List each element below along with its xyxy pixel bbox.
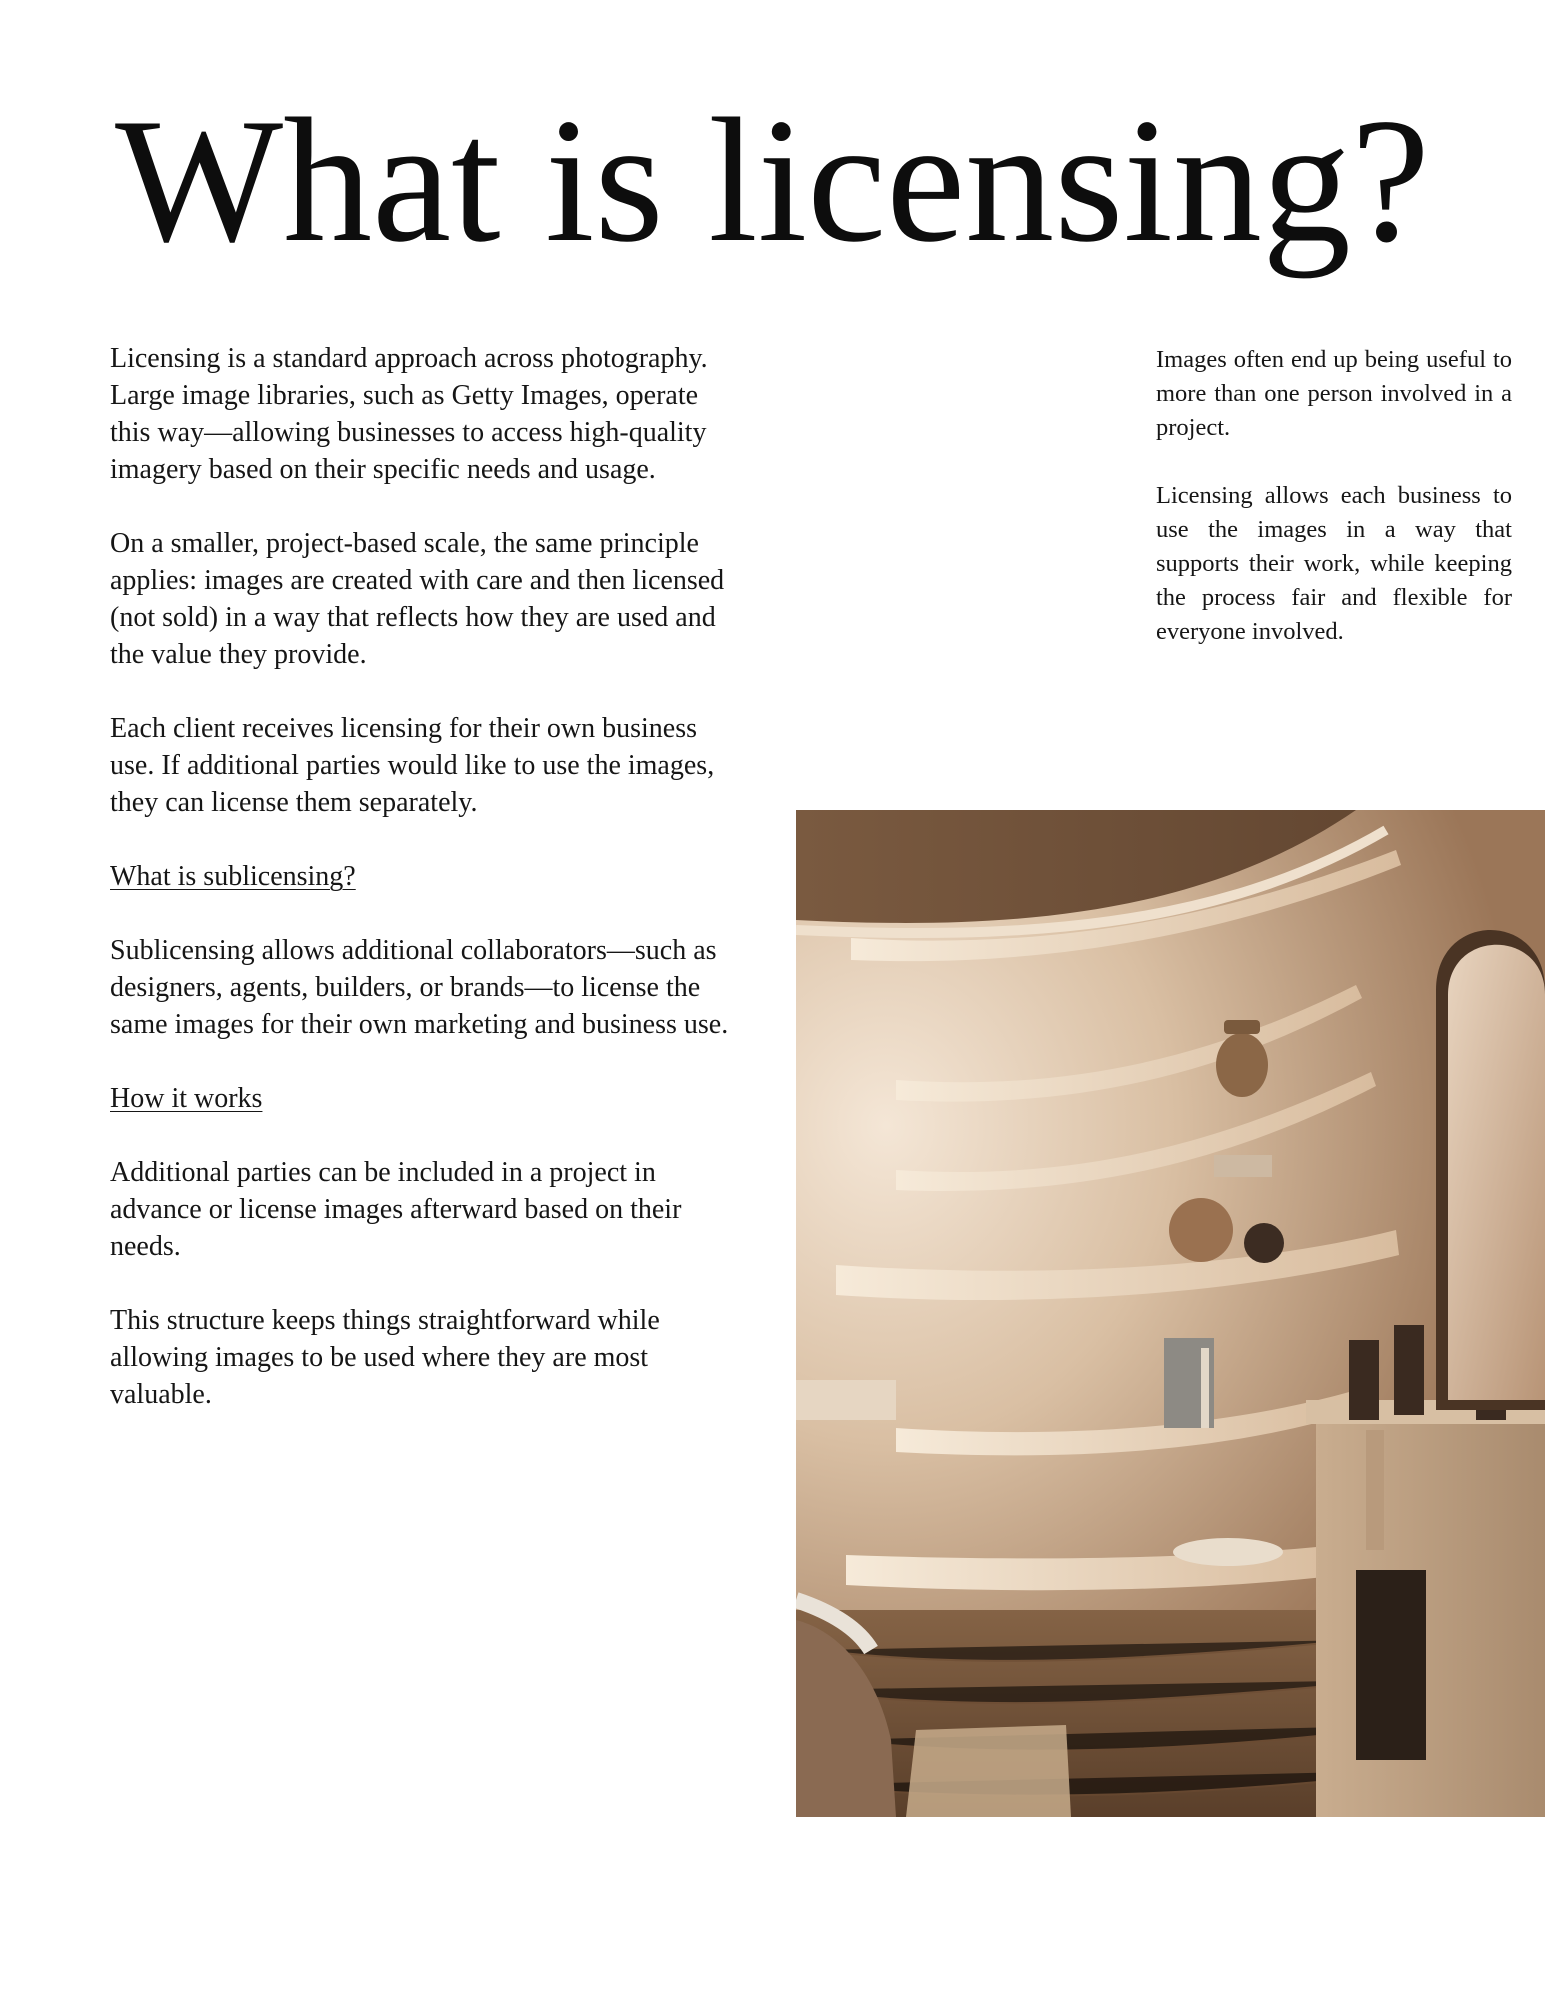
how-it-works-paragraph: Additional parties can be included in a project in advance or license images afterward based on their needs. [110, 1157, 682, 1262]
principle-paragraph: On a smaller, project-based scale, the same principle applies: images are created with care and then licensed (not sold) in a way that reflects how they are used and the value they provide. [110, 528, 725, 670]
side-paragraph-fair: Licensing allows each business to use the images in a way that supports their work, while keeping the process fair and flexible for everyone involved. [1156, 482, 1512, 645]
side-paragraph-useful: Images often end up being useful to more than one person involved in a project. [1156, 346, 1512, 441]
arched-mirror [1436, 930, 1545, 1410]
fireplace-mantel [1306, 1400, 1545, 1817]
sublicensing-heading: What is sublicensing? [110, 861, 356, 892]
rug [906, 1725, 1071, 1817]
side-text-column [1156, 343, 1512, 683]
structure-paragraph: This structure keeps things straightforward while allowing images to be used where they are most valuable. [110, 1305, 660, 1410]
interior-shelves-illustration [796, 810, 1545, 1817]
how-it-works-heading: How it works [110, 1083, 263, 1114]
main-text-column [110, 340, 730, 1450]
interior-photo [796, 810, 1545, 1817]
sublicensing-paragraph: Sublicensing allows additional collaborators—such as designers, agents, builders, or brands—to license the same images for their own marketing and business use. [110, 935, 729, 1040]
client-paragraph: Each client receives licensing for their own business use. If additional parties would like to use the images, they can license them separately. [110, 713, 715, 818]
intro-paragraph: Licensing is a standard approach across photography. Large image libraries, such as Getty Images, operate this way—allowing businesses to access high-quality imagery based on their specific needs and usage. [110, 343, 708, 485]
page-title: What is licensing? [115, 81, 1430, 279]
